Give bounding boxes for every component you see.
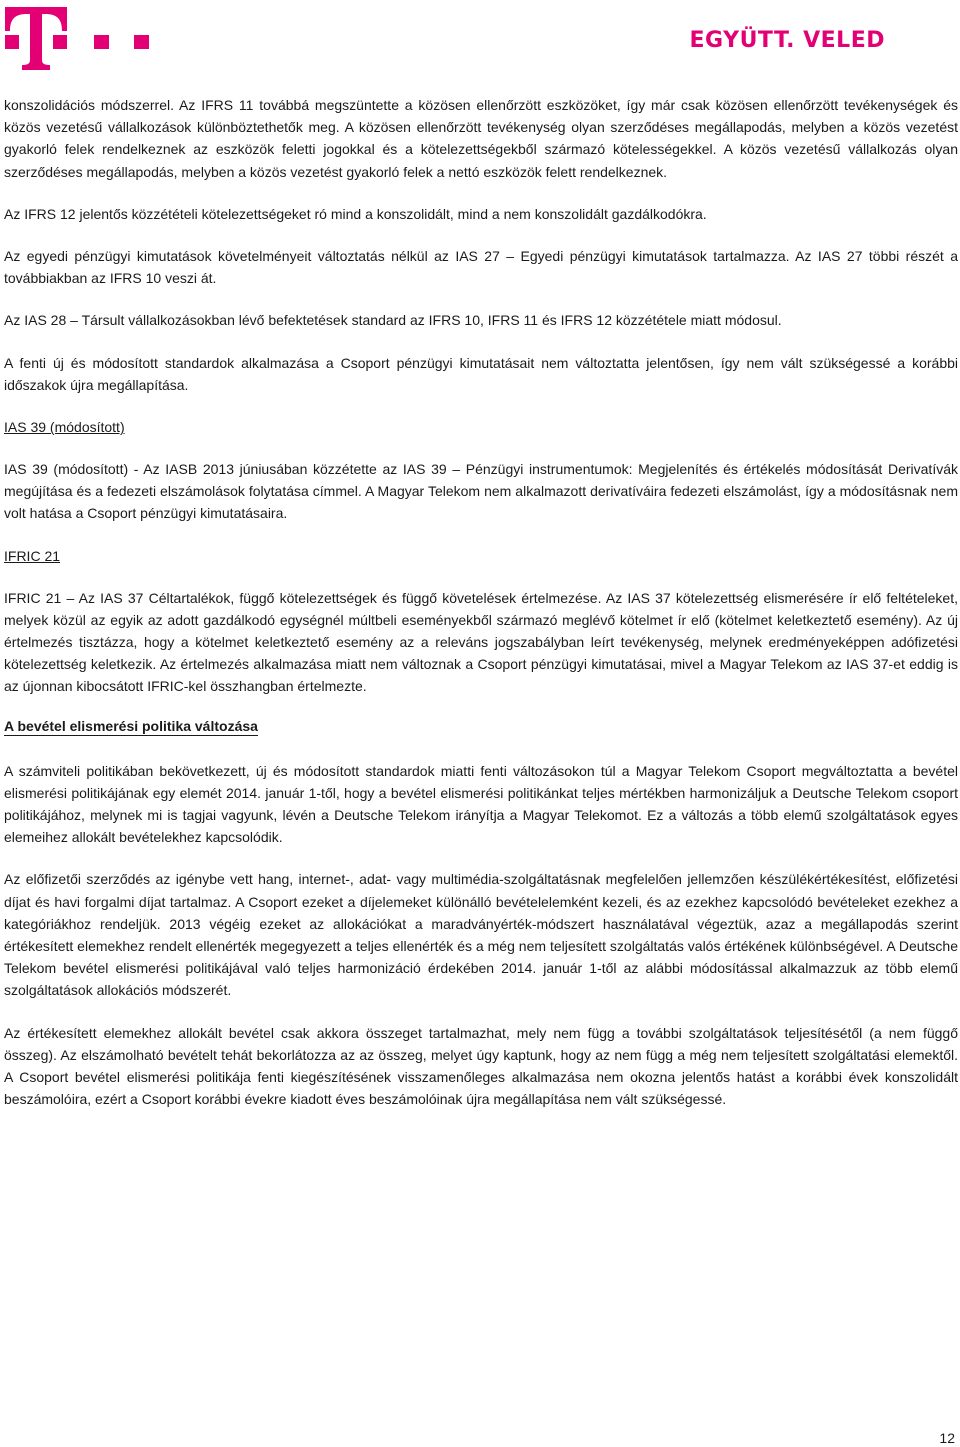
paragraph: A számviteli politikában bekövetkezett, új és módosított standardok miatti fenti változásokon túl a Magyar Telekom Csoport megváltoztatta a bevétel elismerési politikájának egy elemét 2014. január 1-től, hogy a bevétel elismerési politikánkat teljes mértékben harmonizáljuk a Deutsche Telekom csoport politikájához, melynek mi is tagjai vagyunk, lévén a Deutsche Telekom irányítja a Magyar Telekomot. Ez a változás a több elemű szolgáltatások egyes elemeihez allokált bevételekhez kapcsolódik. [4,762,958,846]
logo-digital-dot-icon [134,35,149,49]
section-heading-wrapper [4,718,958,740]
section-heading-ias39: IAS 39 (módosított) [4,419,125,436]
paragraph: konszolidációs módszerrel. Az IFRS 11 továbbá megszüntette a közösen ellenőrzött eszközöket, így már csak közösen ellenőrzött tevékenységek és közös vezetésű vállalkozások különböztethetők meg. A közösen ellenőrzött tevékenység olyan szerződéses megállapodás, melyben a közös vezetést gyakorló felek rendelkeznek az eszközök feletti jogokkal és a kötelezettségekből származó kötelességekkel. A közös vezetésű vállalkozás olyan szerződéses megállapodás, melyben a közös vezetést gyakorló felek a nettó eszközök felett rendelkeznek. [4,97,958,180]
paragraph: Az IFRS 12 jelentős közzétételi kötelezettségeket ró mind a konszolidált, mind a nem konszolidált gazdálkodókra. [4,205,707,222]
section-heading-ifric21: IFRIC 21 [4,547,61,564]
page-number: 12 [939,1430,955,1446]
brand-slogan: EGYÜTT. VELED [689,28,885,53]
paragraph: IAS 39 (módosított) - Az IASB 2013 júniusában közzétette az IAS 39 – Pénzügyi instrumentumok: Megjelenítés és értékelés módosítását Derivatívák megújítása és a fedezeti elszámolások folytatása címmel. A Magyar Telekom nem alkalmazott derivatíváira fedezeti elszámolást, így a módosításnak nem volt hatása a Csoport pénzügyi kimutatásaira. [4,461,958,522]
section-heading-revenue: A bevétel elismerési politika változása [4,717,258,734]
document-body [4,94,958,1131]
paragraph: Az IAS 28 – Társult vállalkozásokban lévő befektetések standard az IFRS 10, IFRS 11 és IFRS 12 közzététele miatt módosul. [4,312,782,329]
telekom-t-logo-icon [5,4,67,70]
paragraph: Az előfizetői szerződés az igénybe vett hang, internet-, adat- vagy multimédia-szolgáltatásnak megfelelően jellemzően készülékértékesítést, előfizetési díjat és havi forgalmi díjat tartalmaz. A Csoport ezeket a díjelemeket különálló bevételelemként kezeli, és az ezekhez kapcsolódó bevételeket ezekhez a kategóriákhoz rendeljük. 2013 végéig ezeket az allokációkat a maradványérték-módszert használatával végeztük, azaz a megállapodás szerint értékesített elemekhez rendelt ellenérték megegyezett a teljes ellenérték és a még nem teljesített szolgáltatás valós értékének különbségével. A Deutsche Telekom bevétel elismerési politikájával való teljes harmonizáció érdekében 2014. január 1-től az alábbi módosítással alkalmazzuk az több elemű szolgáltatások allokációs módszerét. [4,871,958,999]
paragraph: Az egyedi pénzügyi kimutatások követelményeit változtatás nélkül az IAS 27 – Egyedi pénzügyi kimutatások tartalmazza. Az IAS 27 többi részét a továbbiakban az IFRS 10 veszi át. [4,248,958,287]
page-header [0,0,960,80]
paragraph: A fenti új és módosított standardok alkalmazása a Csoport pénzügyi kimutatásait nem változtatta jelentősen, így nem vált szükségessé a korábbi időszakok újra megállapítása. [4,354,958,393]
paragraph: IFRIC 21 – Az IAS 37 Céltartalékok, függő kötelezettségek és függő követelések értelmezése. Az IAS 37 kötelezettség elismerésére ír elő feltételeket, melyek közül az egyik az adott gazdálkodó egységnél múltbeli eseményekből származó meglévő kötelmet ír elő (kötelmet keletkeztető esemény). Az új értelmezés tisztázza, hogy a kötelmet keletkeztető esemény az a releváns jogszabályban leírt tevékenység, melynek eredményeképpen adófizetési kötelezettség keletkezik. Az értelmezés alkalmazása miatt nem változnak a Csoport pénzügyi kimutatásai, mivel a Magyar Telekom az IAS 37-et eddig is az újonnan kibocsátott IFRIC-kel összhangban értelmezte. [4,589,958,695]
logo-digital-dot-icon [94,35,109,49]
paragraph: Az értékesített elemekhez allokált bevétel csak akkora összeget tartalmazhat, mely nem függ a további szolgáltatások teljesítésétől (a nem függő összeg). Az elszámolható bevételt tehát bekorlátozza az az összeg, melyet úgy kaptunk, hogy az nem függ a még nem teljesített szolgáltatási elemektől. A Csoport bevétel elismerési politikája fenti kiegészítésének visszamenőleges alkalmazása nem okozna jelentős hatást a korábbi évek konszolidált beszámolóira, ezért a Csoport korábbi évekre kiadott éves beszámolóinak újra megállapítása nem vált szükségessé. [4,1024,958,1108]
